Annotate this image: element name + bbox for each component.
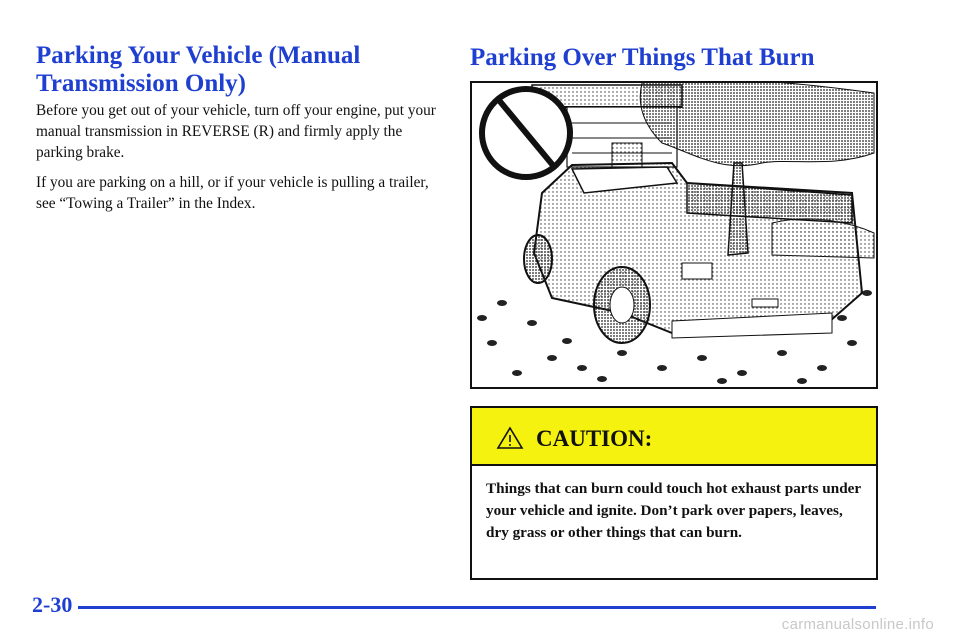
warning-triangle-icon	[496, 426, 524, 450]
caution-header	[472, 408, 876, 466]
page-number: 2-30	[32, 592, 73, 617]
truck-over-leaves-illustration	[470, 81, 878, 389]
no-symbol-icon	[482, 89, 570, 177]
paragraph-hill-trailer: If you are parking on a hill, or if your vehicle is pulling a trailer, see “Towing a Trailer” in the Index.	[36, 174, 429, 212]
paragraph-parking-instructions: Before you get out of your vehicle, turn off your engine, put your manual transmission in REVERSE (R) and firmly apply the parking brake.	[36, 102, 436, 161]
illustration-svg	[472, 83, 876, 387]
section-heading-things-that-burn: Parking Over Things That Burn	[470, 44, 815, 71]
caution-title: CAUTION:	[536, 426, 653, 451]
footer-divider	[78, 606, 876, 609]
caution-box	[470, 406, 878, 580]
caution-text: Things that can burn could touch hot exhaust parts under your vehicle and ignite. Don’t park over papers, leaves, dry grass or other things that can burn.	[486, 480, 861, 541]
section-heading-parking-manual: Parking Your Vehicle (Manual Transmission Only)	[36, 42, 361, 97]
watermark: carmanualsonline.info	[781, 616, 934, 633]
